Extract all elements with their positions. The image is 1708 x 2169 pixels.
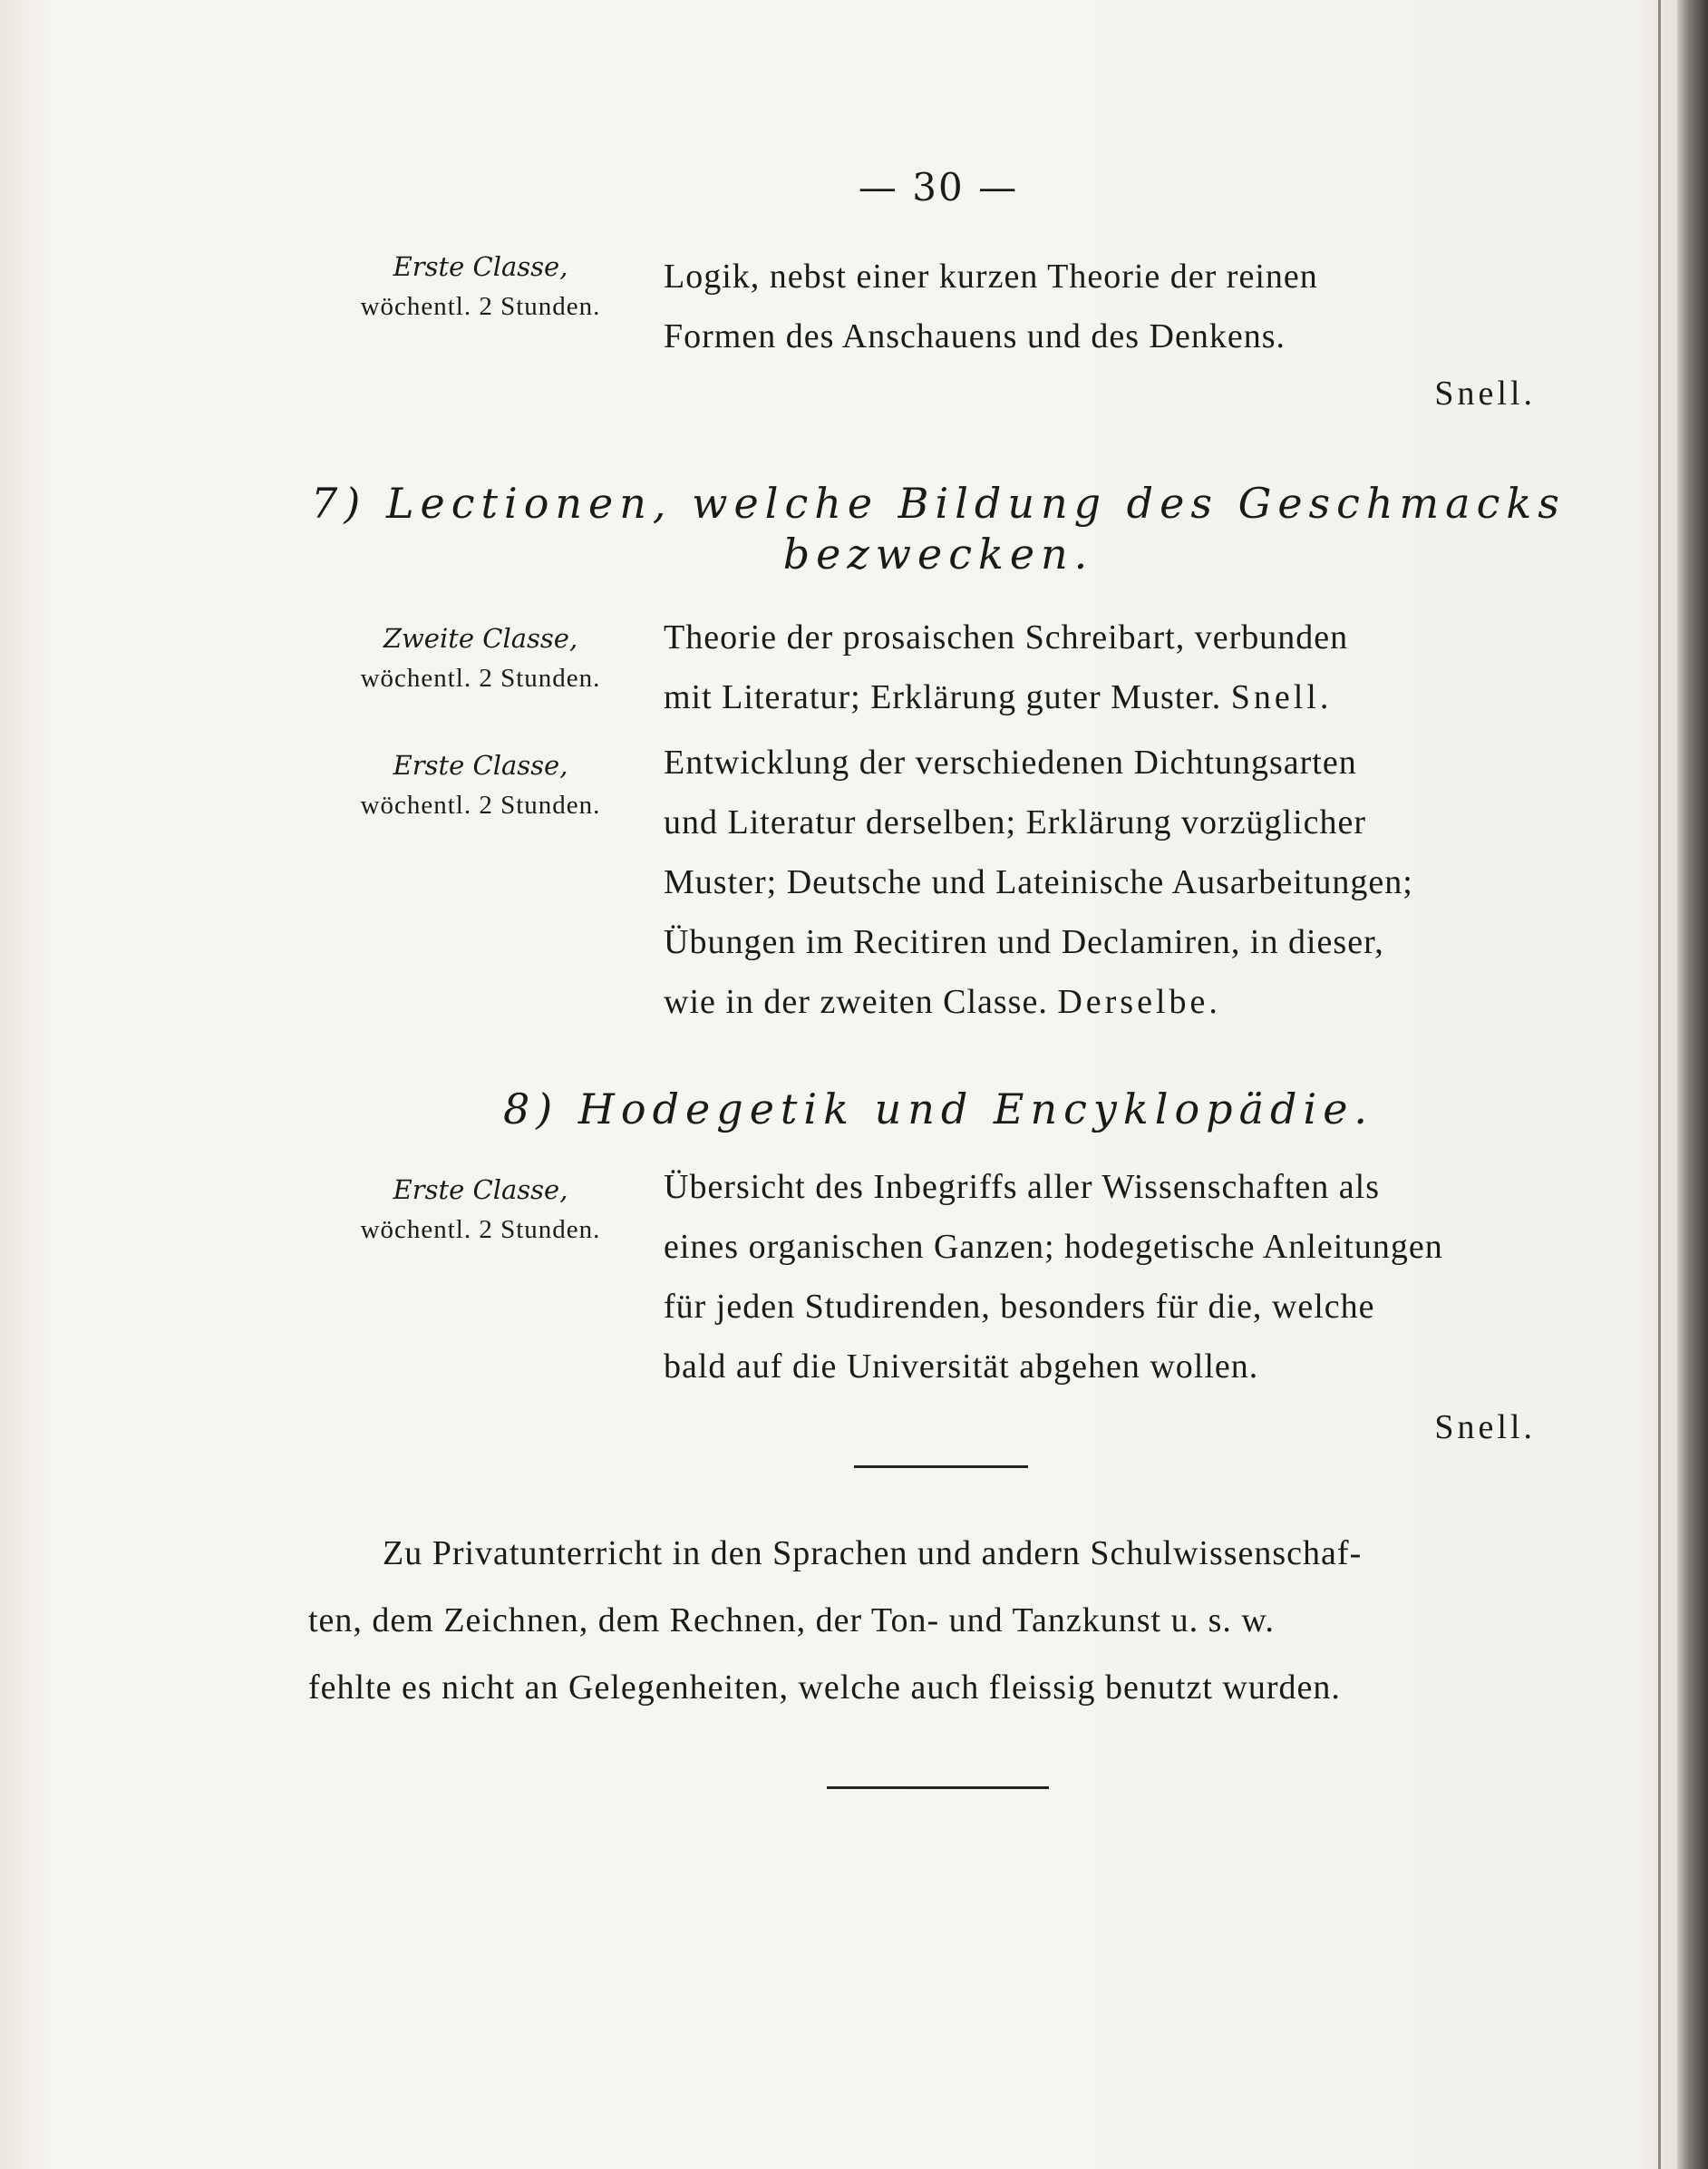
block3-line-3: Muster; Deutsche und Lateinische Ausarbeitungen; xyxy=(664,863,1413,901)
block3-hours: wöchentl. 2 Stunden. xyxy=(360,791,601,820)
closing-line-3: fehlte es nicht an Gelegenheiten, welche auch fleissig benutzt wurden. xyxy=(308,1668,1341,1707)
block1-hours: wöchentl. 2 Stunden. xyxy=(360,292,601,321)
block2-class-label: Zweite Classe, xyxy=(383,623,578,654)
block4-line-3: für jeden Studirenden, besonders für die, welche xyxy=(664,1288,1375,1326)
block2-line-2-text: mit Literatur; Erklärung guter Muster. xyxy=(664,678,1222,716)
block4-line-2: eines organischen Ganzen; hodegetische Anleitungen xyxy=(664,1228,1443,1266)
section8-heading: 8) Hodegetik und Encyklopädie. xyxy=(502,1084,1374,1133)
block4-text xyxy=(664,1157,1570,1396)
block1-line-2: Formen des Anschauens und des Denkens. xyxy=(664,317,1286,355)
closing-line-2: ten, dem Zeichnen, dem Rechnen, der Ton- und Tanzkunst u. s. w. xyxy=(308,1601,1275,1639)
closing-paragraph xyxy=(308,1520,1570,1721)
block3-class-label: Erste Classe, xyxy=(393,750,568,781)
block2-hours: wöchentl. 2 Stunden. xyxy=(360,664,601,693)
section7-heading-line1: 7) Lectionen, welche Bildung des Geschmacks xyxy=(311,479,1566,528)
block3-margin-note xyxy=(308,745,653,825)
block4-line-4: bald auf die Universität abgehen wollen. xyxy=(664,1347,1259,1386)
page-number: — 30 — xyxy=(858,165,1019,209)
block2-signature: Snell. xyxy=(1230,678,1333,716)
closing-line-1: Zu Privatunterricht in den Sprachen und andern Schulwissenschaf- xyxy=(383,1534,1363,1572)
end-rule xyxy=(827,1786,1049,1789)
section-divider-rule xyxy=(854,1465,1028,1468)
block4-margin-note xyxy=(308,1170,653,1250)
block4-class-label: Erste Classe, xyxy=(393,1174,568,1205)
block1-margin-note xyxy=(308,247,653,326)
block3-line-2: und Literatur derselben; Erklärung vorzüglicher xyxy=(664,803,1367,841)
block3-line-4: Übungen im Recitiren und Declamiren, in dieser, xyxy=(664,923,1384,961)
block4-line-1: Übersicht des Inbegriffs aller Wissenschaften als xyxy=(664,1168,1380,1206)
block3-text xyxy=(664,733,1570,1032)
block3-signature: Derselbe. xyxy=(1057,983,1221,1021)
block2-line-2 xyxy=(664,667,1570,727)
block4-hours: wöchentl. 2 Stunden. xyxy=(360,1215,601,1244)
block4-signature: Snell. xyxy=(1434,1408,1536,1446)
block1-signature: Snell. xyxy=(1434,374,1536,413)
block1-line-1: Logik, nebst einer kurzen Theorie der reinen xyxy=(664,258,1318,296)
block3-line-5-text: wie in der zweiten Classe. xyxy=(664,983,1048,1021)
block2-text xyxy=(664,608,1570,727)
block1-class-label: Erste Classe, xyxy=(393,251,568,282)
section7-heading-line2: bezwecken. xyxy=(782,530,1094,579)
block2-margin-note xyxy=(308,618,653,698)
block3-line-5 xyxy=(664,972,1570,1032)
block1-text xyxy=(664,247,1570,366)
block2-line-1: Theorie der prosaischen Schreibart, verbunden xyxy=(664,618,1349,657)
block3-line-1: Entwicklung der verschiedenen Dichtungsarten xyxy=(664,744,1357,782)
